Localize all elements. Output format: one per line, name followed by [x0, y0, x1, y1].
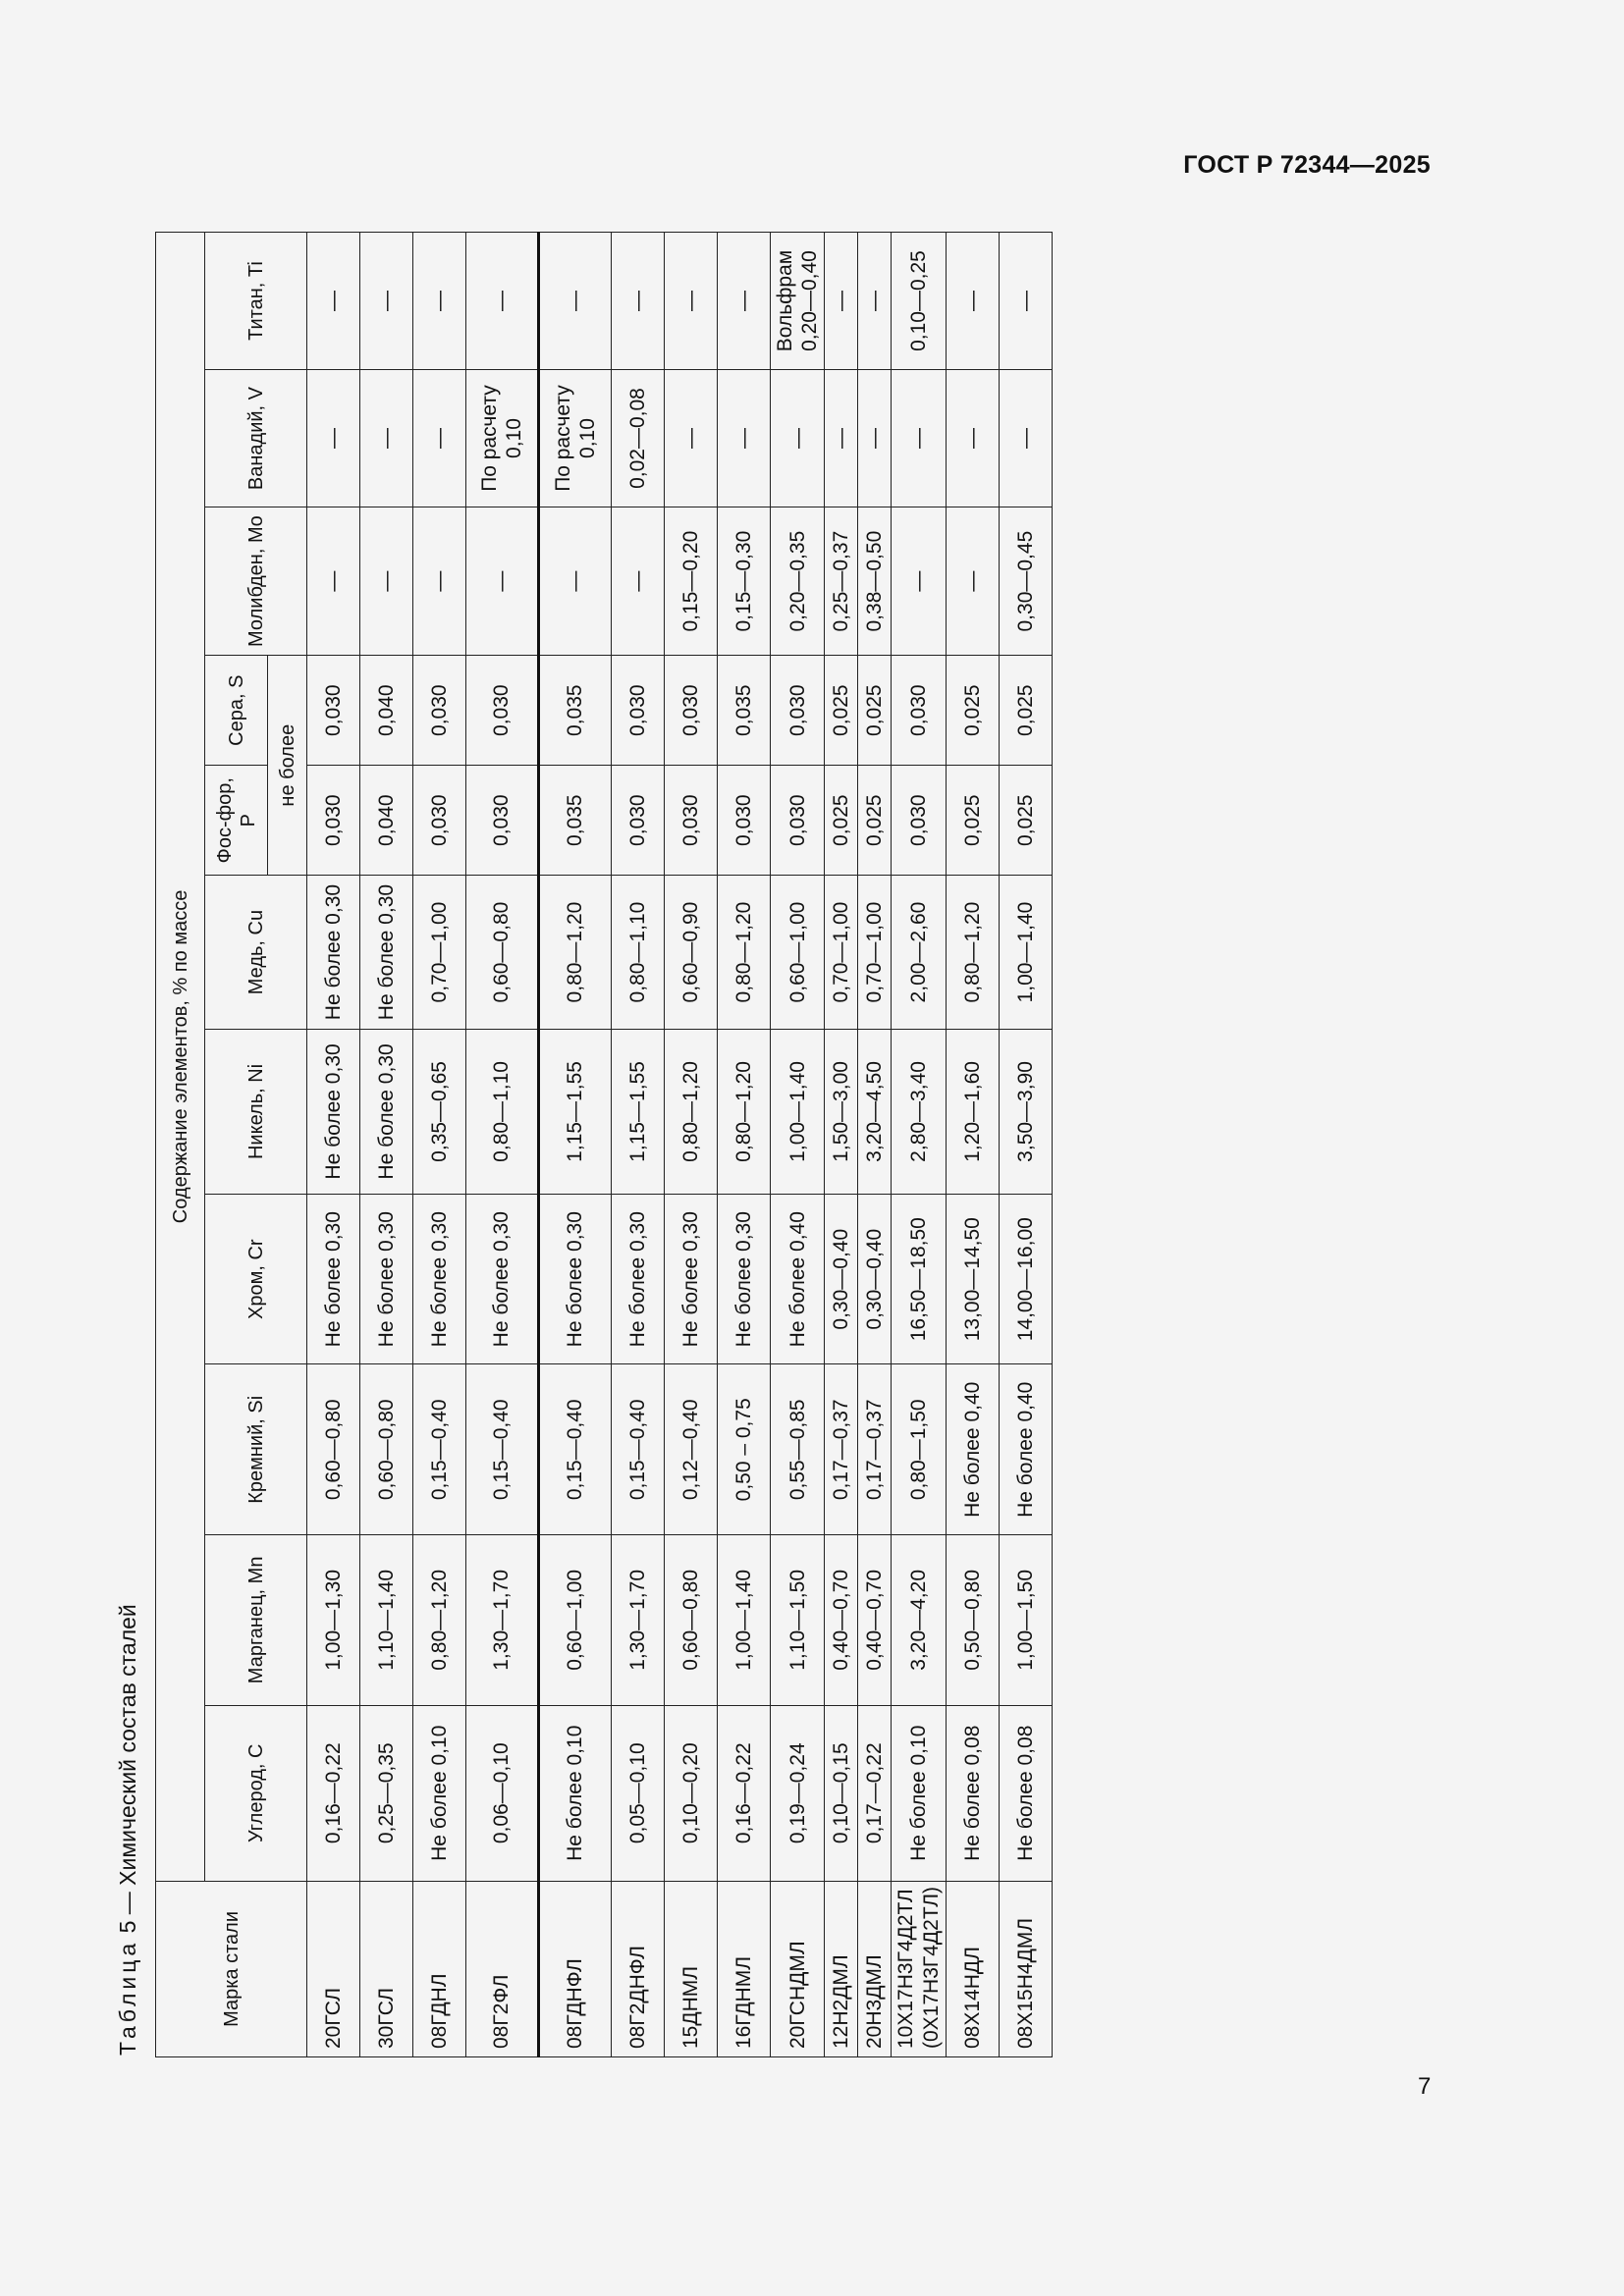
table-cell: — [307, 507, 360, 656]
caption-title: 5 — Химический состав сталей [115, 1604, 140, 1940]
table-row [946, 233, 999, 2057]
steel-grade-cell: 15ДНМЛ [665, 1881, 718, 2056]
table-cell: 0,30—0,40 [825, 1194, 858, 1364]
table-cell: 1,00—1,40 [718, 1535, 771, 1706]
table-cell: 0,80—1,20 [539, 876, 612, 1030]
table-cell: — [612, 233, 665, 370]
table-cell: 0,030 [665, 766, 718, 876]
table-cell: 0,80—1,20 [718, 1029, 771, 1194]
table-cell: 0,80—1,10 [612, 876, 665, 1030]
table-cell: 0,15—0,40 [612, 1364, 665, 1535]
table-cell: 2,00—2,60 [892, 876, 946, 1030]
table-cell: Не более 0,30 [307, 1194, 360, 1364]
table-cell: По расчету 0,10 [539, 370, 612, 507]
table-cell: — [999, 233, 1052, 370]
table-cell: 0,17—0,22 [858, 1705, 892, 1881]
steel-grade-cell: 08Г2ФЛ [466, 1881, 539, 2056]
chemical-composition-table [155, 232, 1053, 2057]
table-cell: 0,025 [858, 656, 892, 766]
table-cell: Не более 0,40 [999, 1364, 1052, 1535]
steel-grade-cell: 16ГДНМЛ [718, 1881, 771, 2056]
table-cell: — [413, 507, 466, 656]
table-cell: — [466, 233, 539, 370]
table-row [892, 233, 946, 2057]
table-cell: — [858, 233, 892, 370]
table-row [539, 233, 612, 2057]
table-row [466, 233, 539, 2057]
table-cell: 1,10—1,50 [771, 1535, 825, 1706]
col-header-phosphorus: Фос-фор, P [205, 766, 268, 876]
col-header-copper: Медь, Cu [205, 876, 307, 1030]
document-code: ГОСТ Р 72344—2025 [1183, 151, 1431, 179]
steel-grade-cell: 08ГДНЛ [413, 1881, 466, 2056]
table-cell: 0,030 [892, 766, 946, 876]
table-cell: 1,15—1,55 [539, 1029, 612, 1194]
table-cell: — [999, 370, 1052, 507]
table-cell: 1,00—1,40 [999, 876, 1052, 1030]
table-cell: — [413, 370, 466, 507]
table-cell: 0,02—0,08 [612, 370, 665, 507]
steel-grade-cell: 08Г2ДНФЛ [612, 1881, 665, 2056]
table-cell: 0,38—0,50 [858, 507, 892, 656]
table-cell: 0,70—1,00 [413, 876, 466, 1030]
table-cell: — [413, 233, 466, 370]
table-cell: 0,20—0,35 [771, 507, 825, 656]
table-cell: 0,60—0,80 [466, 876, 539, 1030]
table-cell: 0,040 [360, 766, 413, 876]
table-cell: 0,60—0,80 [360, 1364, 413, 1535]
table-cell: 0,70—1,00 [825, 876, 858, 1030]
rotated-table-container [108, 232, 1434, 2057]
table-cell: — [307, 370, 360, 507]
table-cell: — [892, 507, 946, 656]
table-cell: 1,10—1,40 [360, 1535, 413, 1706]
table-cell: 0,035 [718, 656, 771, 766]
table-cell: 0,55—0,85 [771, 1364, 825, 1535]
col-header-manganese: Марганец, Mn [205, 1535, 307, 1706]
table-cell: 1,20—1,60 [946, 1029, 999, 1194]
table-cell: 0,15—0,40 [466, 1364, 539, 1535]
table-cell: 0,040 [360, 656, 413, 766]
table-cell: — [612, 507, 665, 656]
steel-grade-cell: 10Х17Н3Г4Д2ТЛ (0Х17Н3Г4Д2ТЛ) [892, 1881, 946, 2056]
table-cell: 0,35—0,65 [413, 1029, 466, 1194]
table-cell: — [718, 233, 771, 370]
table-cell: — [307, 233, 360, 370]
table-cell: 0,030 [892, 656, 946, 766]
table-cell: Не более 0,30 [718, 1194, 771, 1364]
table-cell: 0,17—0,37 [858, 1364, 892, 1535]
subheader-max: не более [268, 656, 307, 876]
table-cell: Не более 0,10 [413, 1705, 466, 1881]
table-cell: — [825, 233, 858, 370]
table-cell: Не более 0,08 [946, 1705, 999, 1881]
table-cell: 1,00—1,50 [999, 1535, 1052, 1706]
table-caption [108, 232, 155, 2057]
table-cell: 0,60—1,00 [771, 876, 825, 1030]
table-cell: 1,00—1,30 [307, 1535, 360, 1706]
table-cell: 0,25—0,37 [825, 507, 858, 656]
table-cell: Не более 0,30 [665, 1194, 718, 1364]
table-cell: 0,05—0,10 [612, 1705, 665, 1881]
table-row [307, 233, 360, 2057]
table-cell: 0,030 [466, 766, 539, 876]
table-row [771, 233, 825, 2057]
table-row [825, 233, 858, 2057]
table-cell: Не более 0,30 [360, 876, 413, 1030]
table-cell: Не более 0,30 [539, 1194, 612, 1364]
table-cell: — [825, 370, 858, 507]
table-cell: 0,030 [307, 656, 360, 766]
table-cell: 0,030 [665, 656, 718, 766]
table-cell: — [718, 370, 771, 507]
table-cell: 0,030 [771, 656, 825, 766]
table-cell: 0,10—0,25 [892, 233, 946, 370]
table-cell: 3,20—4,50 [858, 1029, 892, 1194]
page-number: 7 [1418, 2073, 1432, 2100]
table-cell: 0,15—0,20 [665, 507, 718, 656]
col-header-nickel: Никель, Ni [205, 1029, 307, 1194]
table-cell: По расчету 0,10 [466, 370, 539, 507]
col-header-sulfur: Сера, S [205, 656, 268, 766]
table-cell: 0,80—1,20 [946, 876, 999, 1030]
table-cell: — [892, 370, 946, 507]
table-cell: 0,10—0,15 [825, 1705, 858, 1881]
table-cell: 0,025 [999, 766, 1052, 876]
steel-grade-cell: 20ГСНДМЛ [771, 1881, 825, 2056]
table-row [360, 233, 413, 2057]
table-cell: — [665, 233, 718, 370]
steel-grade-cell: 20ГСЛ [307, 1881, 360, 2056]
table-cell: 0,030 [771, 766, 825, 876]
table-cell: 0,16—0,22 [307, 1705, 360, 1881]
table-cell: Не более 0,30 [612, 1194, 665, 1364]
table-row [718, 233, 771, 2057]
table-cell: 0,60—0,80 [665, 1535, 718, 1706]
table-cell: 1,30—1,70 [612, 1535, 665, 1706]
table-cell: 0,025 [946, 656, 999, 766]
table-cell: 1,50—3,00 [825, 1029, 858, 1194]
table-cell: Не более 0,30 [360, 1194, 413, 1364]
col-header-chromium: Хром, Cr [205, 1194, 307, 1364]
table-cell: 0,50—0,80 [946, 1535, 999, 1706]
col-header-grade: Марка стали [156, 1881, 307, 2056]
table-cell: 16,50—18,50 [892, 1194, 946, 1364]
table-cell: 13,00—14,50 [946, 1194, 999, 1364]
table-cell: 0,025 [946, 766, 999, 876]
table-cell: — [665, 370, 718, 507]
table-cell: 0,030 [307, 766, 360, 876]
table-cell: 0,40—0,70 [825, 1535, 858, 1706]
col-header-carbon: Углерод, C [205, 1705, 307, 1881]
table-cell: — [360, 233, 413, 370]
table-cell: 0,40—0,70 [858, 1535, 892, 1706]
steel-grade-cell: 08Х15Н4ДМЛ [999, 1881, 1052, 2056]
table-cell: 0,60—0,90 [665, 876, 718, 1030]
table-row [413, 233, 466, 2057]
table-cell: — [946, 507, 999, 656]
table-cell: 0,50 – 0,75 [718, 1364, 771, 1535]
col-header-vanadium: Ванадий, V [205, 370, 307, 507]
table-cell: Не более 0,40 [771, 1194, 825, 1364]
table-cell: 0,17—0,37 [825, 1364, 858, 1535]
table-cell: — [360, 507, 413, 656]
table-cell: 0,80—1,20 [413, 1535, 466, 1706]
table-cell: Не более 0,10 [892, 1705, 946, 1881]
table-cell: 0,030 [466, 656, 539, 766]
table-cell: 0,10—0,20 [665, 1705, 718, 1881]
table-cell: 0,15—0,40 [413, 1364, 466, 1535]
table-cell: — [539, 507, 612, 656]
table-cell: 0,06—0,10 [466, 1705, 539, 1881]
table-cell: 2,80—3,40 [892, 1029, 946, 1194]
steel-grade-cell: 12Н2ДМЛ [825, 1881, 858, 2056]
table-cell: — [539, 233, 612, 370]
table-cell: 0,60—1,00 [539, 1535, 612, 1706]
table-cell: Не более 0,30 [307, 1029, 360, 1194]
table-row [665, 233, 718, 2057]
steel-grade-cell: 30ГСЛ [360, 1881, 413, 2056]
table-cell: 0,035 [539, 656, 612, 766]
table-cell: 0,60—0,80 [307, 1364, 360, 1535]
table-cell: Не более 0,30 [413, 1194, 466, 1364]
table-cell: 0,025 [858, 766, 892, 876]
table-cell: Не более 0,40 [946, 1364, 999, 1535]
table-cell: — [466, 507, 539, 656]
table-cell: — [858, 370, 892, 507]
table-cell: 0,80—1,20 [665, 1029, 718, 1194]
table-cell: Не более 0,08 [999, 1705, 1052, 1881]
table-cell: 0,035 [539, 766, 612, 876]
steel-grade-cell: 20Н3ДМЛ [858, 1881, 892, 2056]
table-cell: Не более 0,30 [307, 876, 360, 1030]
table-row [999, 233, 1052, 2057]
table-cell: 0,030 [718, 766, 771, 876]
table-cell: 1,30—1,70 [466, 1535, 539, 1706]
col-header-titanium: Титан, Ti [205, 233, 307, 370]
table-cell: 0,30—0,45 [999, 507, 1052, 656]
table-cell: 0,030 [413, 656, 466, 766]
table-cell: 0,025 [825, 656, 858, 766]
table-cell: Не более 0,10 [539, 1705, 612, 1881]
group-header: Содержание элементов, % по массе [156, 233, 205, 1882]
table-cell: Не более 0,30 [466, 1194, 539, 1364]
table-cell: — [946, 233, 999, 370]
table-cell: 0,80—1,50 [892, 1364, 946, 1535]
table-cell: 3,50—3,90 [999, 1029, 1052, 1194]
table-row [612, 233, 665, 2057]
table-cell: 0,80—1,20 [718, 876, 771, 1030]
table-cell: 0,16—0,22 [718, 1705, 771, 1881]
table-cell: 0,030 [612, 656, 665, 766]
table-cell: 0,025 [825, 766, 858, 876]
steel-grade-cell: 08Х14НДЛ [946, 1881, 999, 2056]
table-cell: 3,20—4,20 [892, 1535, 946, 1706]
table-cell: 1,00—1,40 [771, 1029, 825, 1194]
table-cell: 0,70—1,00 [858, 876, 892, 1030]
table-cell: 0,025 [999, 656, 1052, 766]
table-cell: — [771, 370, 825, 507]
table-row [858, 233, 892, 2057]
table-cell: 0,19—0,24 [771, 1705, 825, 1881]
table-cell: 0,15—0,40 [539, 1364, 612, 1535]
table-cell: — [946, 370, 999, 507]
col-header-silicon: Кремний, Si [205, 1364, 307, 1535]
steel-grade-cell: 08ГДНФЛ [539, 1881, 612, 2056]
table-body [307, 233, 1053, 2057]
table-cell: 0,25—0,35 [360, 1705, 413, 1881]
table-cell: — [360, 370, 413, 507]
table-cell: 0,80—1,10 [466, 1029, 539, 1194]
table-cell: Не более 0,30 [360, 1029, 413, 1194]
table-cell: 0,15—0,30 [718, 507, 771, 656]
table-cell: 0,030 [612, 766, 665, 876]
table-cell: 0,030 [413, 766, 466, 876]
table-cell: Вольфрам 0,20—0,40 [771, 233, 825, 370]
table-cell: 1,15—1,55 [612, 1029, 665, 1194]
table-cell: 0,30—0,40 [858, 1194, 892, 1364]
col-header-molybdenum: Молибден, Mo [205, 507, 307, 656]
caption-label: Таблица [115, 1939, 140, 2056]
table-cell: 14,00—16,00 [999, 1194, 1052, 1364]
table-cell: 0,12—0,40 [665, 1364, 718, 1535]
